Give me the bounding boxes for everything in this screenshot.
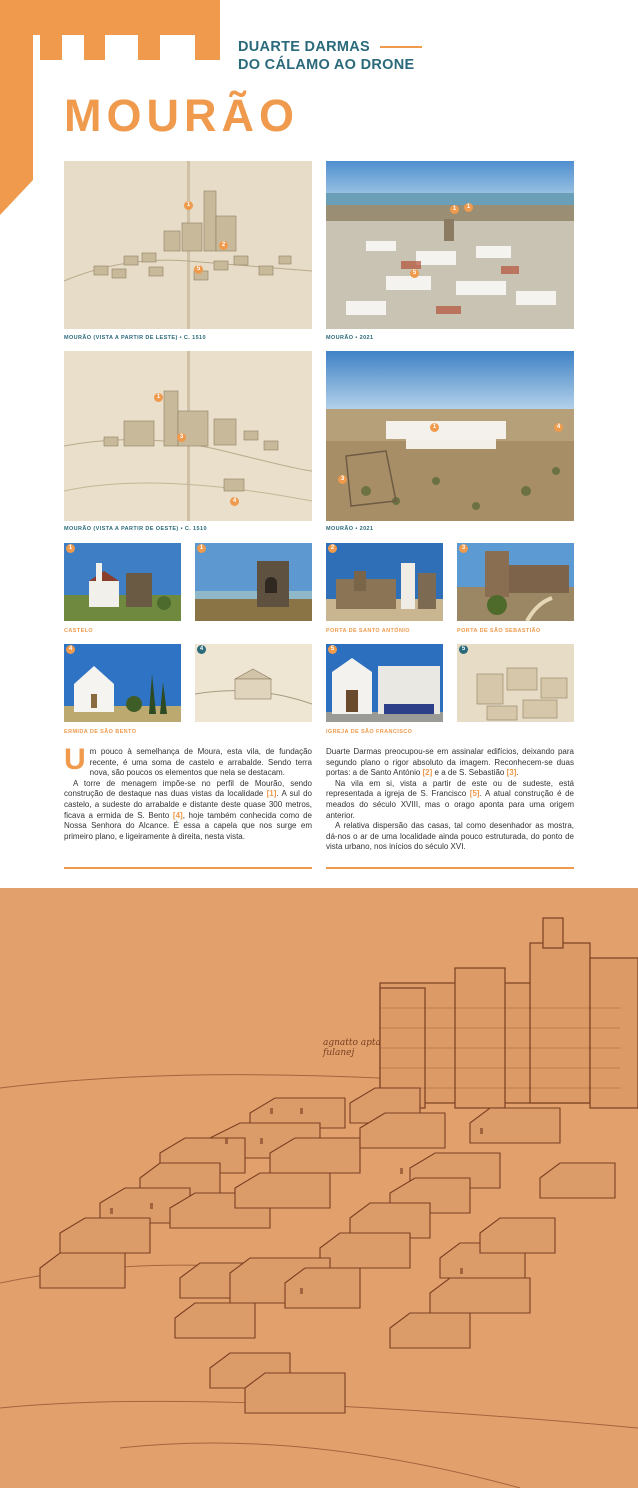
caption-sketch-east: MOURÃO (VISTA A PARTIR DE LESTE) • C. 1510 (64, 335, 206, 341)
ref-3: [3] (506, 768, 517, 778)
marker-drone2-1: 1 (430, 423, 439, 432)
marker-drone1-1: 1 (450, 205, 459, 214)
marker-porta-2: 2 (328, 544, 337, 553)
marker-1: 1 (184, 201, 193, 210)
caption-drone-1: MOURÃO • 2021 (326, 335, 374, 341)
marker-igreja-photo: 5 (328, 645, 337, 654)
sketch-handwritten-note: agnatto apta fulanej (323, 1038, 381, 1058)
ref-4: [4] (172, 810, 183, 820)
photo-porta-sebastiao (457, 543, 574, 621)
sketch-igreja (457, 644, 574, 722)
marker-2: 2 (219, 241, 228, 250)
caption-ermida: ERMIDA DE SÃO BENTO (64, 729, 137, 735)
drone-photo-1 (326, 161, 574, 329)
paragraph-3-part-b: e a de S. Sebastião (432, 768, 507, 778)
marker-porta-3: 3 (459, 544, 468, 553)
marker-w-4: 4 (230, 497, 239, 506)
exhibition-subtitle (238, 38, 414, 74)
paragraph-4-part-a: Na vila em si, vista a partir de este ou de sudeste, está representada a igreja de S. Francisco (326, 778, 574, 799)
bottom-sketch-illustration (0, 888, 638, 1488)
sketch-east-image (64, 161, 312, 329)
paragraph-2 (64, 779, 312, 843)
caption-igreja: IGREJA DE SÃO FRANCISCO (326, 729, 413, 735)
caption-porta-sebastiao: PORTA DE SÃO SEBASTIÃO (457, 628, 541, 634)
subtitle-line-1: DUARTE DARMAS (238, 39, 370, 55)
subtitle-line-2: DO CÁLAMO AO DRONE (238, 57, 415, 73)
marker-drone2-4: 4 (554, 423, 563, 432)
marker-castelo-1: 1 (66, 544, 75, 553)
photo-castelo-1 (64, 543, 181, 621)
ref-1: [1] (266, 789, 277, 799)
paragraph-2-part-c: , hoje também conhecida como de Nossa Senhora do Alcance. É essa a capela que nos surge em primeiro plano, e ligeiramente à direita, nesta vista. (64, 810, 313, 841)
paragraph-1 (64, 743, 312, 779)
photo-ermida (64, 644, 181, 722)
marker-5: 5 (194, 265, 203, 274)
marker-drone1-1b: 1 (464, 203, 473, 212)
caption-drone-2: MOURÃO • 2021 (326, 526, 374, 532)
paragraph-4-part-b: . A atual construção é de meados do século XVIII, mas o orago aponta para uma origem anterior. (326, 789, 574, 820)
paragraph-2-part-a: A torre de menagem impõe-se no perfil de Mourão, sendo construção de destaque nas duas vistas da localidade (64, 778, 312, 799)
paragraph-1-text: m pouco à semelhança de Moura, esta vila, de fundação recente, é uma soma de castelo e arrabalde. Sendo terra nova, são poucos os elementos que nela se destacam. (89, 747, 312, 778)
photo-castelo-2 (195, 543, 312, 621)
caption-sketch-west: MOURÃO (VISTA A PARTIR DE OESTE) • C. 1510 (64, 526, 207, 532)
marker-ermida-sketch: 4 (197, 645, 206, 654)
marker-castelo-2: 1 (197, 544, 206, 553)
marker-w-3: 3 (177, 433, 186, 442)
paragraph-3-part-c: . (516, 768, 519, 778)
paragraph-2-part-b: . A sul do castelo, a sudeste do arrabalde e distante deste quase 300 metros, ficava a ermida de S. Bento (64, 789, 312, 820)
subtitle-divider (380, 46, 422, 48)
page-title: MOURÃO (64, 90, 299, 141)
sketch-west-image (64, 351, 312, 521)
caption-castelo: CASTELO (64, 628, 94, 634)
divider-right (326, 867, 574, 869)
photo-igreja (326, 644, 443, 722)
paragraph-4 (326, 779, 574, 821)
drop-cap: U (64, 743, 86, 776)
ref-2: [2] (422, 768, 433, 778)
drone-photo-2 (326, 351, 574, 521)
paragraph-3 (326, 747, 574, 779)
sketch-ermida (195, 644, 312, 722)
caption-porta-antonio: PORTA DE SANTO ANTÓNIO (326, 628, 410, 634)
ref-5: [5] (469, 789, 480, 799)
text-column-left (64, 743, 313, 842)
marker-w-1: 1 (154, 393, 163, 402)
marker-drone1-5: 5 (410, 269, 419, 278)
marker-ermida-photo: 4 (66, 645, 75, 654)
paragraph-5: A relativa dispersão das casas, tal como desenhador as mostra, dá-nos o ar de uma localidade ainda pouco estruturada, do ponto de vista urbano, nos inícios do século XVI. (326, 821, 574, 852)
divider-left (64, 867, 312, 869)
paragraph-3-part-a: Duarte Darmas preocupou-se em assinalar edifícios, deixando para segundo plano o rigor absoluto da imagem. Reconhecem-se duas portas: a de Santo António (326, 747, 574, 778)
text-column-right (326, 747, 574, 853)
marker-igreja-sketch: 5 (459, 645, 468, 654)
marker-drone2-3: 3 (338, 475, 347, 484)
photo-porta-antonio (326, 543, 443, 621)
